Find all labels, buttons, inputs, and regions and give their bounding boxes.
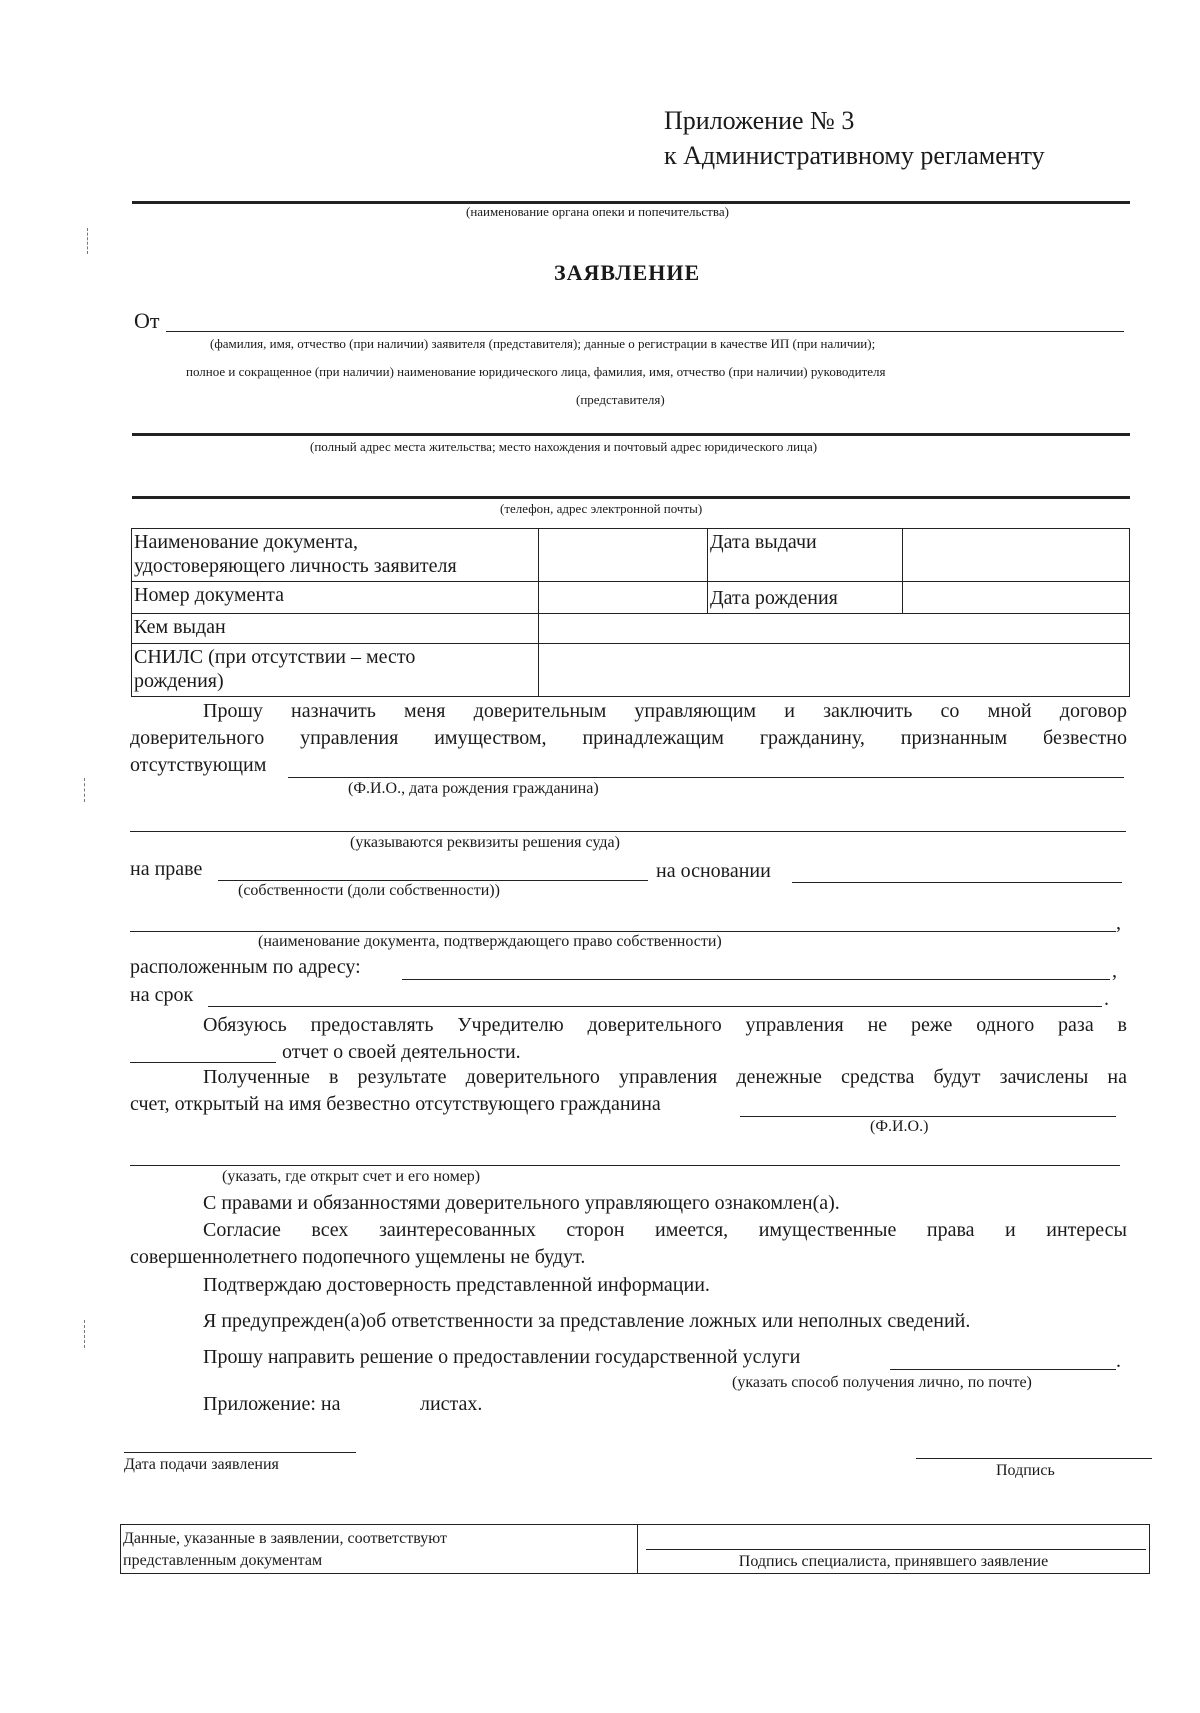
- frequency-line[interactable]: [130, 1062, 276, 1063]
- snils-label-1: СНИЛС (при отсутствии – место: [134, 646, 416, 668]
- contacts-caption: (телефон, адрес электронной почты): [500, 501, 703, 516]
- doc-name-cell: [132, 529, 539, 582]
- snils-cell: [132, 644, 539, 697]
- signature-line[interactable]: [916, 1458, 1152, 1459]
- address-line: [132, 433, 1130, 436]
- delivery-period: .: [1116, 1350, 1121, 1372]
- court-line: [130, 831, 1126, 832]
- term-line[interactable]: [208, 1006, 1102, 1007]
- snils-value[interactable]: [539, 644, 1130, 697]
- p2-line2: отчет о своей деятельности.: [282, 1041, 521, 1063]
- verify-cell: [121, 1525, 638, 1574]
- p4: С правами и обязанностями доверительного управляющего ознакомлен(а).: [203, 1192, 840, 1214]
- p8: Прошу направить решение о предоставлении государственной услуги: [203, 1346, 801, 1368]
- account-line[interactable]: [130, 1165, 1120, 1166]
- page-title: ЗАЯВЛЕНИЕ: [554, 260, 701, 285]
- date-line[interactable]: [124, 1452, 356, 1453]
- ownership-doc-comma: ,: [1116, 912, 1121, 934]
- issued-by-value[interactable]: [539, 614, 1130, 644]
- from-label: От: [134, 308, 160, 333]
- applicant-line: [166, 331, 1124, 332]
- basis-label: на основании: [656, 860, 771, 882]
- term-label: на срок: [130, 984, 194, 1006]
- court-caption: (указываются реквизиты решения суда): [350, 834, 620, 851]
- snils-label-2: рождения): [134, 670, 224, 692]
- fio-birth-caption: (Ф.И.О., дата рождения гражданина): [348, 780, 599, 797]
- account-caption: (указать, где открыт счет и его номер): [222, 1168, 481, 1185]
- address-caption: (полный адрес места жительства; место нахождения и почтовый адрес юридического лица): [310, 439, 818, 454]
- right-line[interactable]: [218, 880, 648, 881]
- p3-line2: счет, открытый на имя безвестно отсутствующего гражданина: [130, 1093, 661, 1115]
- doc-name-label-1: Наименование документа,: [134, 531, 359, 553]
- issue-date-value[interactable]: [903, 529, 1130, 582]
- scan-mark: [84, 1320, 85, 1348]
- identity-table: [131, 528, 1130, 697]
- ownership-doc-caption: (наименование документа, подтверждающего право собственности): [258, 933, 722, 950]
- appendix-regulation: к Административному регламенту: [664, 141, 1045, 170]
- address-field-line[interactable]: [402, 979, 1110, 980]
- p2-line1: Обязуюсь предоставлять Учредителю доверительного управления не реже одного раза в: [203, 1014, 1127, 1036]
- right-label: на праве: [130, 858, 203, 880]
- doc-number-value[interactable]: [539, 582, 708, 614]
- absentee-line: [288, 777, 1124, 778]
- attach-label: Приложение: на: [203, 1393, 341, 1415]
- citizen-fio-line[interactable]: [740, 1116, 1116, 1117]
- doc-number-label: Номер документа: [132, 582, 539, 614]
- birth-date-value[interactable]: [903, 582, 1130, 614]
- doc-name-value[interactable]: [539, 529, 708, 582]
- term-period: .: [1104, 988, 1109, 1010]
- p1-line2: доверительного управления имуществом, принадлежащим гражданину, признанным безвестно: [130, 727, 1127, 749]
- basis-line[interactable]: [792, 882, 1122, 883]
- p7: Я предупрежден(а)об ответственности за представление ложных или неполных сведений.: [203, 1310, 971, 1332]
- applicant-caption-1: (фамилия, имя, отчество (при наличии) заявителя (представителя); данные о регистрации в качестве ИП (при наличии);: [210, 336, 876, 351]
- verify-label-1: Данные, указанные в заявлении, соответствуют: [123, 1530, 447, 1547]
- attach-sheets: листах.: [420, 1393, 483, 1415]
- p5-line2: совершеннолетнего подопечного ущемлены не будут.: [130, 1246, 586, 1268]
- p3-line1: Полученные в результате доверительного управления денежные средства будут зачислены на: [203, 1066, 1127, 1088]
- birth-date-label: Дата рождения: [708, 582, 903, 614]
- appendix-number: Приложение № 3: [664, 106, 855, 135]
- signature-label: Подпись: [996, 1462, 1055, 1479]
- date-label: Дата подачи заявления: [124, 1456, 279, 1473]
- specialist-sig-line[interactable]: [646, 1549, 1146, 1550]
- doc-name-label-2: удостоверяющего личность заявителя: [134, 555, 457, 577]
- issue-date-label: Дата выдачи: [708, 529, 903, 582]
- issued-by-label: Кем выдан: [132, 614, 539, 644]
- delivery-caption: (указать способ получения лично, по почте): [732, 1374, 1032, 1391]
- ownership-caption: (собственности (доли собственности)): [238, 882, 500, 899]
- applicant-caption-3: (представителя): [576, 392, 665, 407]
- applicant-caption-2: полное и сокращенное (при наличии) наименование юридического лица, фамилия, имя, отчество (при наличии) руководителя: [186, 364, 886, 379]
- delivery-line[interactable]: [890, 1369, 1116, 1370]
- p1-line1: Прошу назначить меня доверительным управляющим и заключить со мной договор: [203, 700, 1127, 722]
- scan-mark: [87, 228, 88, 254]
- p1-line3: отсутствующим: [130, 754, 267, 776]
- specialist-cell: [638, 1525, 1150, 1574]
- p6: Подтверждаю достоверность представленной информации.: [203, 1274, 710, 1296]
- specialist-sig-label: Подпись специалиста, принявшего заявление: [738, 1553, 1049, 1570]
- authority-caption: (наименование органа опеки и попечительства): [466, 204, 729, 219]
- p5-line1: Согласие всех заинтересованных сторон имеется, имущественные права и интересы: [203, 1219, 1127, 1241]
- verification-table: [120, 1524, 1150, 1574]
- located-label: расположенным по адресу:: [130, 956, 361, 978]
- contacts-line: [132, 496, 1130, 499]
- address-comma: ,: [1112, 960, 1117, 982]
- ownership-doc-line[interactable]: [130, 931, 1116, 932]
- fio-caption: (Ф.И.О.): [870, 1118, 929, 1135]
- verify-label-2: представленным документам: [123, 1552, 323, 1569]
- scan-mark: [84, 778, 85, 802]
